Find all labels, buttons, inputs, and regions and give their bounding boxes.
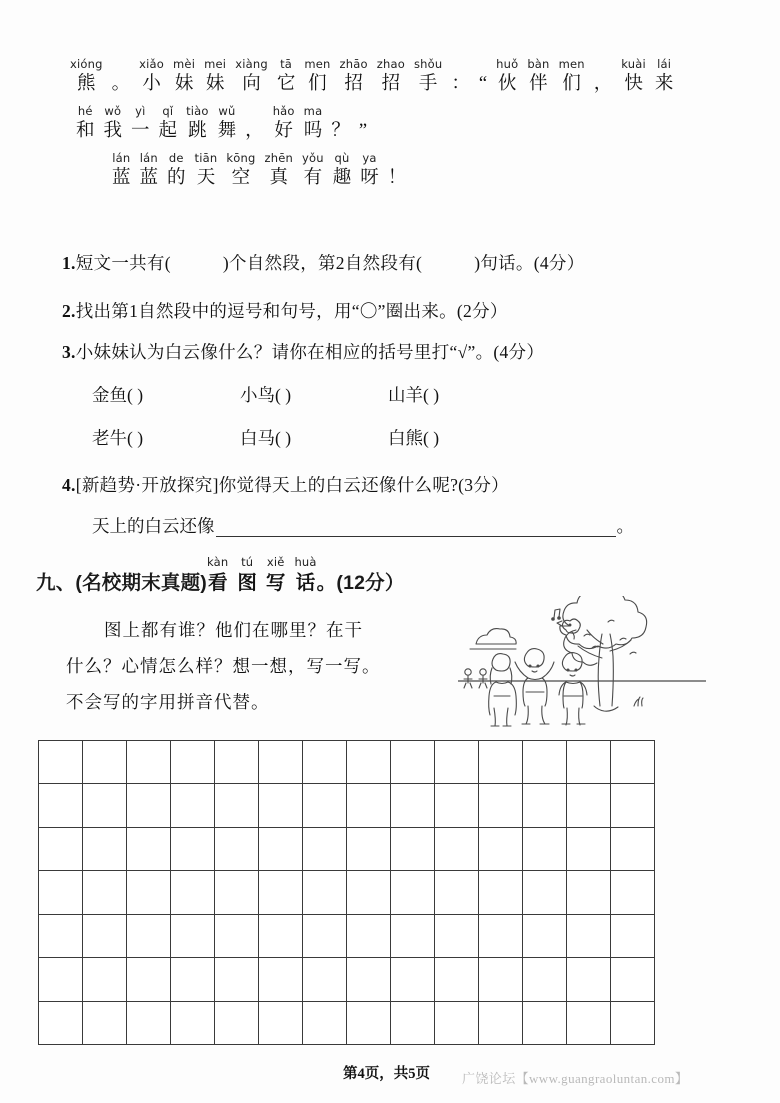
grid-cell[interactable] <box>479 741 523 784</box>
child-figure-2 <box>515 649 554 724</box>
grid-cell[interactable] <box>435 915 479 958</box>
hanzi-text: ： <box>451 74 470 94</box>
grid-cell[interactable] <box>83 871 127 914</box>
grid-cell[interactable] <box>171 828 215 871</box>
grid-cell[interactable] <box>127 1002 171 1045</box>
grid-cell[interactable] <box>39 1002 83 1045</box>
grid-cell[interactable] <box>127 871 171 914</box>
pinyin-char-unit <box>333 152 352 190</box>
grid-cell[interactable] <box>523 784 567 827</box>
pinyin-char-unit <box>112 152 131 190</box>
grid-cell[interactable] <box>259 1002 303 1045</box>
reading-passage <box>62 58 722 199</box>
hanzi-text: 招 <box>381 74 401 94</box>
child-figure-3 <box>559 653 587 725</box>
hanzi-text: ！ <box>387 168 407 188</box>
grid-cell[interactable] <box>567 784 611 827</box>
hanzi-text: 天 <box>196 168 216 188</box>
choice-goldfish[interactable]: 金鱼( ) <box>92 385 144 405</box>
hanzi-text: 妹 <box>174 74 194 94</box>
grid-cell[interactable] <box>259 958 303 1001</box>
hanzi-text: 舞 <box>217 121 237 141</box>
grid-cell[interactable] <box>39 828 83 871</box>
hanzi-text: 妹 <box>205 74 225 94</box>
pinyin-char-unit <box>112 58 131 96</box>
grid-cell[interactable] <box>391 784 435 827</box>
pinyin-char-unit <box>186 105 209 143</box>
hanzi-text: 伙 <box>497 74 517 94</box>
grid-cell[interactable] <box>303 828 347 871</box>
grid-cell[interactable] <box>435 784 479 827</box>
grid-cell[interactable] <box>347 871 391 914</box>
pinyin-text: tiān <box>194 151 218 165</box>
grid-cell[interactable] <box>611 784 655 827</box>
grid-cell[interactable] <box>303 958 347 1001</box>
pinyin-char-unit <box>360 152 379 190</box>
hanzi-text: 向 <box>242 74 261 94</box>
question-4-answer-blank[interactable] <box>216 519 616 537</box>
hanzi-text: 蓝 <box>112 168 131 188</box>
pinyin-char-unit <box>104 105 123 143</box>
section-nine-prefix: 九、(名校期末真题) <box>36 572 207 594</box>
pinyin-text: zhēn <box>264 151 293 165</box>
grid-cell[interactable] <box>83 828 127 871</box>
grid-cell[interactable] <box>611 828 655 871</box>
hanzi-text: ” <box>358 121 368 141</box>
question-4 <box>62 474 742 496</box>
grid-cell[interactable] <box>83 784 127 827</box>
hanzi-text: ？ <box>331 121 350 141</box>
grid-cell[interactable] <box>127 741 171 784</box>
grid-cell[interactable] <box>347 958 391 1001</box>
pinyin-char-unit <box>479 58 487 96</box>
section-nine-suffix: 。(12分） <box>316 572 405 594</box>
question-1-text-b: )个自然段，第2自然段有( <box>222 253 423 273</box>
hanzi-text: 趣 <box>332 168 352 188</box>
pinyin-text: men <box>558 57 585 71</box>
pinyin-text: qǐ <box>162 104 174 118</box>
pinyin-text: wǔ <box>218 104 236 118</box>
grid-cell[interactable] <box>39 871 83 914</box>
pinyin-char-unit <box>218 105 237 143</box>
grid-cell[interactable] <box>391 828 435 871</box>
grid-cell[interactable] <box>567 871 611 914</box>
grid-cell[interactable] <box>611 915 655 958</box>
hanzi-text: 伴 <box>529 74 548 94</box>
tree-icon <box>560 596 647 711</box>
question-4-answer-lead: 天上的白云还像 <box>92 516 215 536</box>
pinyin-text: kàn <box>207 555 229 569</box>
choice-bird[interactable]: 小鸟( ) <box>240 385 292 405</box>
grid-cell[interactable] <box>567 741 611 784</box>
writing-prompt-line-2: 什么？心情怎么样？想一想，写一写。 <box>66 656 381 676</box>
grid-cell[interactable] <box>611 958 655 1001</box>
pinyin-char-unit <box>159 105 178 143</box>
pinyin-text: shǒu <box>413 57 443 71</box>
grid-cell[interactable] <box>391 1002 435 1045</box>
grid-cell[interactable] <box>83 915 127 958</box>
pinyin-char-unit <box>340 58 368 96</box>
grid-cell[interactable] <box>171 958 215 1001</box>
grid-cell[interactable] <box>567 958 611 1001</box>
grid-cell[interactable] <box>171 784 215 827</box>
grid-cell[interactable] <box>391 741 435 784</box>
grass-icon <box>634 697 643 706</box>
pinyin-char-unit <box>235 58 268 96</box>
passage-line <box>62 152 722 190</box>
pinyin-char-unit <box>277 58 296 96</box>
question-2-number: 2. <box>62 301 76 321</box>
pinyin-char-unit <box>264 152 293 190</box>
grid-cell[interactable] <box>479 915 523 958</box>
writing-prompt-line-3: 不会写的字用拼音代替。 <box>66 692 270 712</box>
section-nine-heading <box>36 556 405 596</box>
grid-cell[interactable] <box>611 741 655 784</box>
hanzi-text: 呀 <box>360 168 379 188</box>
choice-white-horse[interactable]: 白马( ) <box>240 428 292 448</box>
grid-cell[interactable] <box>523 741 567 784</box>
grid-cell[interactable] <box>567 1002 611 1045</box>
hanzi-text: 和 <box>76 121 95 141</box>
grid-cell[interactable] <box>171 871 215 914</box>
hanzi-text: 。 <box>111 74 131 94</box>
grid-cell[interactable] <box>127 958 171 1001</box>
grid-cell[interactable] <box>215 828 259 871</box>
pinyin-char-unit <box>304 58 330 96</box>
pinyin-text: bàn <box>527 57 550 71</box>
grid-cell[interactable] <box>303 871 347 914</box>
hanzi-text: 跳 <box>188 121 207 141</box>
hanzi-text: “ <box>478 74 488 94</box>
grid-cell[interactable] <box>259 828 303 871</box>
grid-cell[interactable] <box>171 741 215 784</box>
pinyin-text: kōng <box>226 151 256 165</box>
grid-cell[interactable] <box>435 828 479 871</box>
pinyin-text: xiàng <box>235 57 268 71</box>
pinyin-text: hé <box>77 104 93 118</box>
pinyin-char-unit <box>621 58 646 96</box>
grid-cell[interactable] <box>83 1002 127 1045</box>
grid-cell[interactable] <box>303 915 347 958</box>
question-3-text: 小妹妹认为白云像什么？请你在相应的括号里打“√”。(4分） <box>75 342 545 362</box>
pinyin-char-unit <box>76 105 95 143</box>
grid-cell[interactable] <box>435 1002 479 1045</box>
hanzi-text: 我 <box>103 121 123 141</box>
pinyin-text: tú <box>241 555 254 569</box>
grid-cell[interactable] <box>303 741 347 784</box>
choice-goat[interactable]: 山羊( ) <box>388 385 440 405</box>
grid-cell[interactable] <box>303 784 347 827</box>
illustration-svg <box>458 596 706 728</box>
grid-cell[interactable] <box>39 915 83 958</box>
grid-cell[interactable] <box>215 958 259 1001</box>
choice-row-second <box>92 427 536 449</box>
hanzi-text: 们 <box>308 74 327 94</box>
writing-grid[interactable] <box>38 740 655 1045</box>
pinyin-char-unit <box>204 58 226 96</box>
grid-cell[interactable] <box>523 1002 567 1045</box>
hanzi-text: 快 <box>624 74 643 94</box>
grid-cell[interactable] <box>611 1002 655 1045</box>
hanzi-text: ， <box>245 121 264 141</box>
pinyin-char-unit <box>388 152 407 190</box>
grid-cell[interactable] <box>435 741 479 784</box>
pinyin-text: huǒ <box>496 57 519 71</box>
hanzi-text: 一 <box>131 121 150 141</box>
pinyin-char-unit <box>167 152 186 190</box>
grid-cell[interactable] <box>391 915 435 958</box>
grid-cell[interactable] <box>391 958 435 1001</box>
pinyin-text: men <box>304 57 331 71</box>
pinyin-char-unit <box>195 152 218 190</box>
grid-cell[interactable] <box>215 784 259 827</box>
hanzi-text: 熊 <box>77 74 96 94</box>
pinyin-text: kuài <box>621 57 646 71</box>
grid-cell[interactable] <box>171 1002 215 1045</box>
hanzi-text: 起 <box>158 121 178 141</box>
choice-row-first <box>92 384 536 406</box>
grid-cell[interactable] <box>171 915 215 958</box>
pinyin-text: yǒu <box>301 151 324 165</box>
hanzi-text: 真 <box>269 168 288 188</box>
pinyin-char-unit <box>207 556 228 596</box>
pinyin-char-unit <box>451 58 470 96</box>
grid-cell[interactable] <box>39 958 83 1001</box>
hanzi-text: 空 <box>231 168 251 188</box>
question-1-text-c: )句话。(4分） <box>474 253 585 273</box>
pinyin-text: xiǎo <box>139 57 165 71</box>
question-2-text: 找出第1自然段中的逗号和句号，用“〇”圈出来。(2分） <box>75 301 508 321</box>
writing-prompt <box>66 612 456 720</box>
grid-cell[interactable] <box>567 828 611 871</box>
passage-line <box>62 58 722 96</box>
pinyin-text: xiě <box>266 555 285 569</box>
hanzi-text: ， <box>593 74 613 94</box>
grid-cell[interactable] <box>83 958 127 1001</box>
section-nine-pinyin-title <box>207 556 317 596</box>
pinyin-text: tiào <box>186 104 209 118</box>
hanzi-text: 小 <box>142 74 161 94</box>
grid-cell[interactable] <box>127 915 171 958</box>
cloud-icon <box>470 629 516 649</box>
pinyin-char-unit <box>226 152 255 190</box>
scene-illustration <box>458 596 706 728</box>
pinyin-char-unit <box>294 556 316 596</box>
grid-cell[interactable] <box>215 915 259 958</box>
pinyin-text: zhao <box>376 57 405 71</box>
hanzi-text: 看 <box>207 572 228 594</box>
pinyin-text: zhāo <box>339 57 368 71</box>
grid-cell[interactable] <box>435 871 479 914</box>
grid-cell[interactable] <box>567 915 611 958</box>
watermark-text: 广饶论坛【www.guangraoluntan.com】 <box>462 1071 689 1086</box>
grid-cell[interactable] <box>303 1002 347 1045</box>
choice-ox[interactable]: 老牛( ) <box>92 428 144 448</box>
pinyin-char-unit <box>245 105 264 143</box>
pinyin-text: ya <box>362 151 377 165</box>
pinyin-char-unit <box>377 58 405 96</box>
question-3-number: 3. <box>62 342 76 362</box>
pinyin-text: lái <box>657 57 672 71</box>
grid-cell[interactable] <box>347 828 391 871</box>
choice-white-bear[interactable]: 白熊( ) <box>388 428 440 448</box>
question-2 <box>62 300 742 322</box>
hanzi-text: 招 <box>344 74 363 94</box>
page-number-footer: 第4页，共5页 <box>343 1066 430 1082</box>
grid-cell[interactable] <box>259 915 303 958</box>
pinyin-char-unit <box>173 58 195 96</box>
grid-cell[interactable] <box>347 915 391 958</box>
question-1-number: 1. <box>62 253 76 273</box>
pinyin-text: tā <box>280 57 293 71</box>
pinyin-char-unit <box>140 152 159 190</box>
question-4-answer-row <box>92 515 634 537</box>
pinyin-text: ma <box>303 104 323 118</box>
pinyin-char-unit <box>304 105 323 143</box>
hanzi-text: 吗 <box>303 121 323 141</box>
grid-cell[interactable] <box>523 871 567 914</box>
grid-cell[interactable] <box>479 958 523 1001</box>
grid-cell[interactable] <box>215 871 259 914</box>
pinyin-char-unit <box>70 58 103 96</box>
question-4-number: 4. <box>62 475 76 495</box>
grid-cell[interactable] <box>479 1002 523 1045</box>
pinyin-text: lán <box>112 151 131 165</box>
pinyin-text: hǎo <box>272 104 295 118</box>
pinyin-char-unit <box>273 105 295 143</box>
pinyin-char-unit <box>237 556 257 596</box>
question-1-text-a: 短文一共有( <box>75 253 171 273</box>
hanzi-text: 话 <box>295 572 316 594</box>
hanzi-text: 的 <box>167 168 186 188</box>
pinyin-char-unit <box>266 556 286 596</box>
grid-cell[interactable] <box>259 784 303 827</box>
pinyin-text: qù <box>334 151 350 165</box>
grid-cell[interactable] <box>479 871 523 914</box>
hanzi-text: 它 <box>276 74 296 94</box>
music-note-icon <box>551 609 561 621</box>
pinyin-char-unit <box>594 58 613 96</box>
pinyin-text: mèi <box>173 57 196 71</box>
grid-cell[interactable] <box>215 1002 259 1045</box>
grid-cell[interactable] <box>479 828 523 871</box>
grid-cell[interactable] <box>127 828 171 871</box>
pinyin-text: wǒ <box>104 104 122 118</box>
grid-cell[interactable] <box>347 1002 391 1045</box>
grid-cell[interactable] <box>259 741 303 784</box>
pinyin-char-unit <box>302 152 324 190</box>
grid-cell[interactable] <box>435 958 479 1001</box>
hanzi-text: 们 <box>562 74 581 94</box>
grid-cell[interactable] <box>39 741 83 784</box>
grid-cell[interactable] <box>83 741 127 784</box>
hanzi-text: 图 <box>237 572 257 594</box>
grid-cell[interactable] <box>347 741 391 784</box>
grid-cell[interactable] <box>479 784 523 827</box>
pinyin-char-unit <box>496 58 518 96</box>
pinyin-char-unit <box>527 58 549 96</box>
writing-prompt-line-1: 图上都有谁？他们在哪里？在干 <box>104 620 363 640</box>
question-3 <box>62 341 742 363</box>
pinyin-char-unit <box>414 58 442 96</box>
hanzi-text: 蓝 <box>139 168 159 188</box>
hanzi-text: 手 <box>418 74 438 94</box>
grid-cell[interactable] <box>259 871 303 914</box>
passage-line <box>62 105 722 143</box>
pinyin-text: xióng <box>70 57 103 71</box>
grid-cell[interactable] <box>39 784 83 827</box>
pinyin-text: yì <box>135 104 146 118</box>
hanzi-text: 有 <box>303 168 323 188</box>
pinyin-text: de <box>168 151 184 165</box>
grid-cell[interactable] <box>523 958 567 1001</box>
pinyin-char-unit <box>655 58 674 96</box>
hanzi-text: 好 <box>274 121 293 141</box>
distant-figures <box>464 669 487 688</box>
grid-cell[interactable] <box>611 871 655 914</box>
hanzi-text: 来 <box>654 74 674 94</box>
pinyin-text: mei <box>204 57 227 71</box>
pinyin-char-unit <box>559 58 585 96</box>
pinyin-char-unit <box>359 105 367 143</box>
grid-cell[interactable] <box>215 741 259 784</box>
pinyin-text: huà <box>294 555 317 569</box>
child-figure-1 <box>489 654 517 726</box>
pinyin-char-unit <box>139 58 164 96</box>
grid-cell[interactable] <box>523 828 567 871</box>
hanzi-text: 写 <box>265 572 286 594</box>
grid-cell[interactable] <box>127 784 171 827</box>
grid-cell[interactable] <box>347 784 391 827</box>
pinyin-char-unit <box>131 105 150 143</box>
grid-cell[interactable] <box>391 871 435 914</box>
pinyin-char-unit <box>331 105 350 143</box>
pinyin-text: lán <box>139 151 158 165</box>
question-4-text: [新趋势·开放探究]你觉得天上的白云还像什么呢?(3分） <box>75 475 509 495</box>
grid-cell[interactable] <box>523 915 567 958</box>
question-1 <box>62 252 742 274</box>
question-4-answer-tail: 。 <box>616 516 634 536</box>
